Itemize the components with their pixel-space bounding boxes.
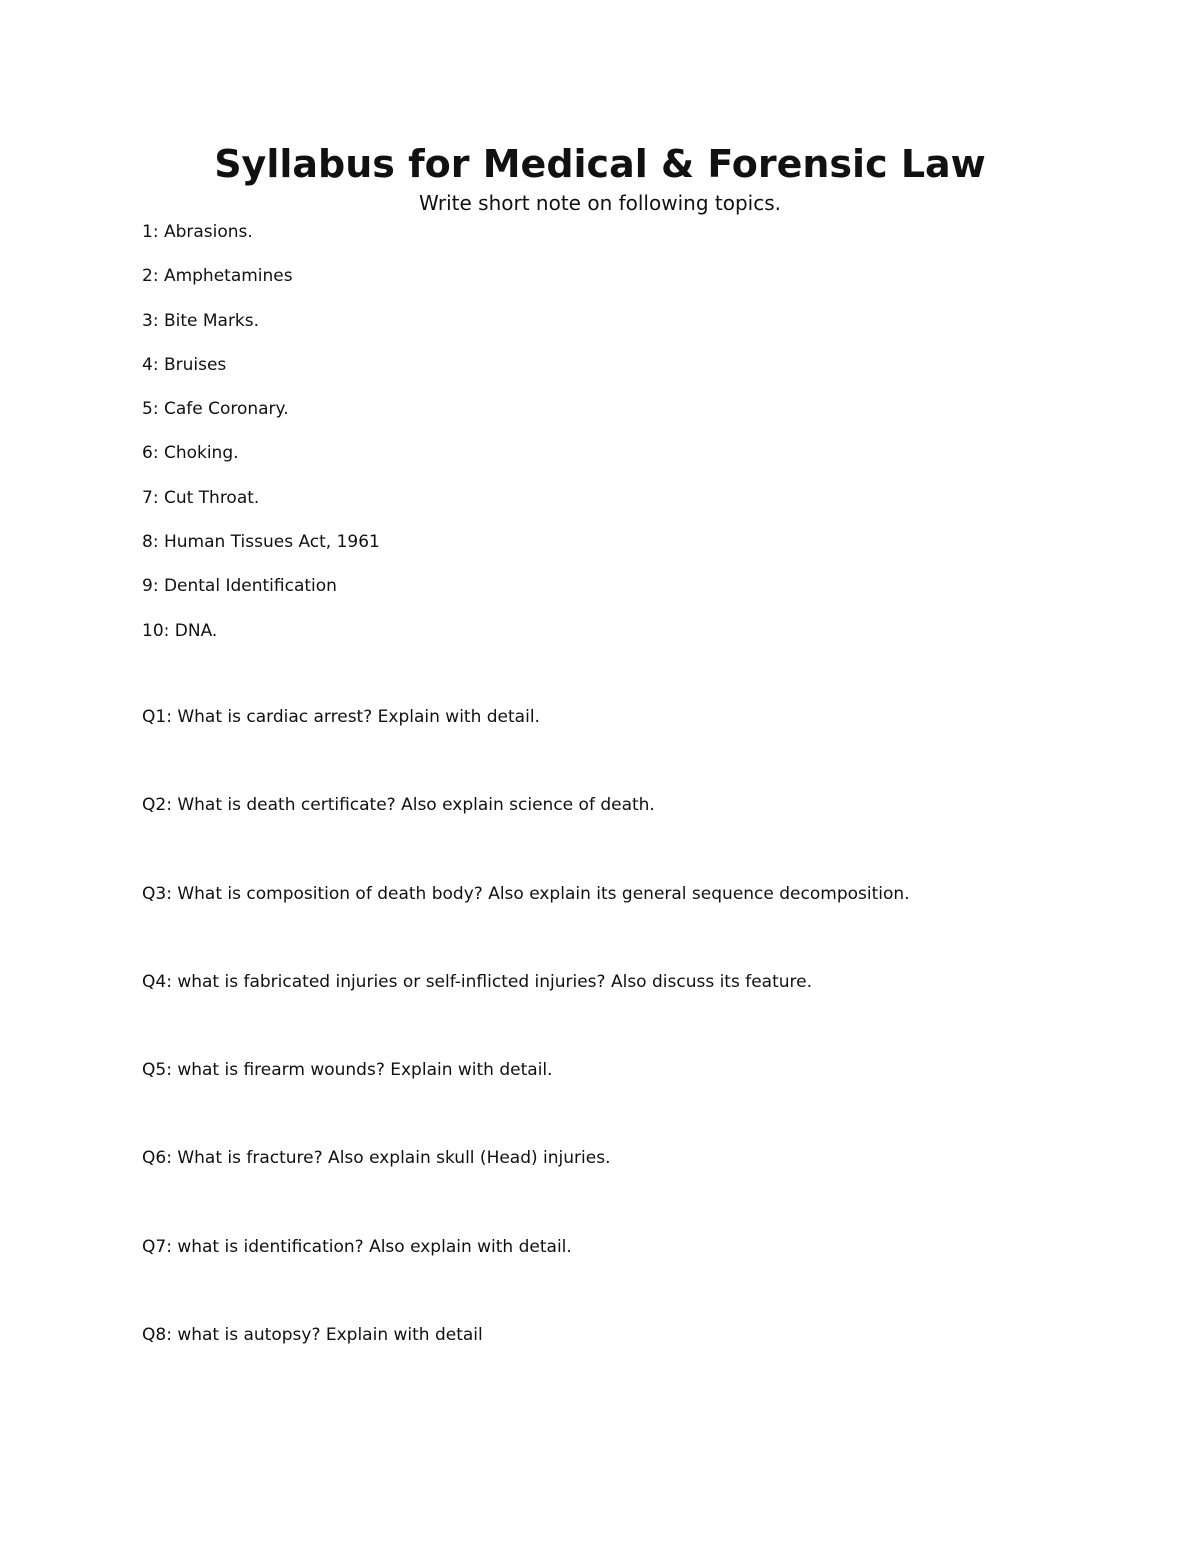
question-item: Q6: What is fracture? Also explain skull (Head) injuries.	[142, 1148, 611, 1169]
document-title: Syllabus for Medical & Forensic Law	[214, 142, 986, 186]
topic-item: 9: Dental Identification	[142, 576, 337, 597]
topic-item: 4: Bruises	[142, 354, 227, 375]
topic-item: 7: Cut Throat.	[142, 487, 260, 508]
question-item: Q7: what is identification? Also explain with detail.	[142, 1236, 572, 1257]
question-item: Q2: What is death certificate? Also explain science of death.	[142, 795, 655, 816]
question-item: Q5: what is firearm wounds? Explain with detail.	[142, 1060, 553, 1081]
topic-item: 6: Choking.	[142, 443, 239, 464]
topic-item: 1: Abrasions.	[142, 222, 253, 242]
topic-item: 2: Amphetamines	[142, 266, 293, 287]
questions-list	[142, 704, 910, 1410]
question-item: Q8: what is autopsy? Explain with detail	[142, 1325, 483, 1346]
topic-item: 5: Cafe Coronary.	[142, 399, 289, 420]
question-item: Q3: What is composition of death body? Also explain its general sequence decomposition.	[142, 883, 910, 904]
question-item: Q1: What is cardiac arrest? Explain with detail.	[142, 707, 540, 727]
topic-item: 8: Human Tissues Act, 1961	[142, 532, 380, 553]
topic-item: 3: Bite Marks.	[142, 310, 260, 331]
topic-item: 10: DNA.	[142, 620, 218, 641]
document-subtitle: Write short note on following topics.	[419, 191, 781, 215]
question-item: Q4: what is fabricated injuries or self-inflicted injuries? Also discuss its feature.	[142, 971, 813, 992]
topics-list	[142, 219, 380, 662]
